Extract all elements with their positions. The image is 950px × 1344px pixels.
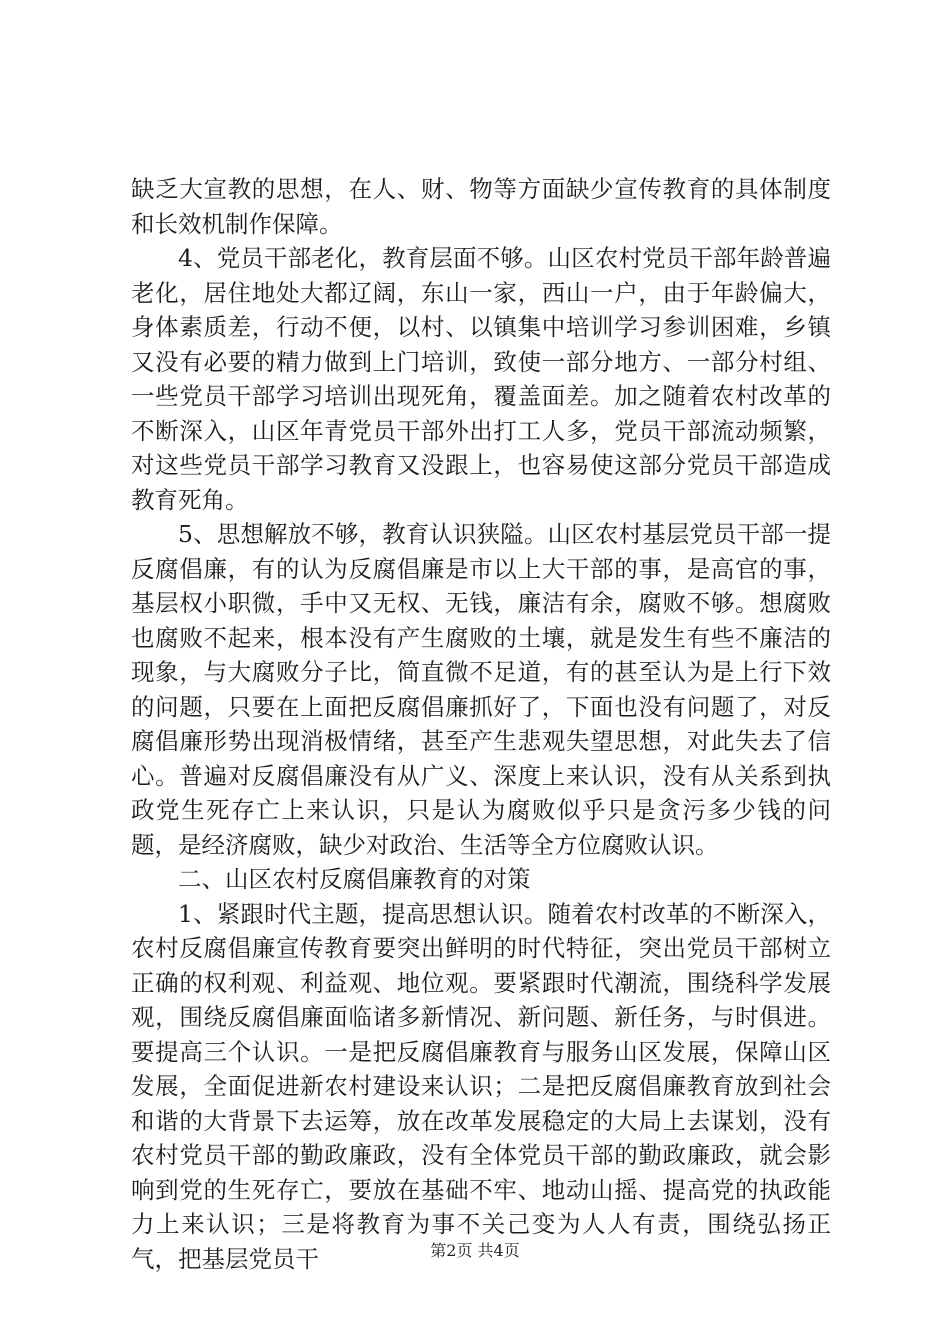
paragraph: 5、思想解放不够，教育认识狭隘。山区农村基层党员干部一提反腐倡廉，有的认为反腐倡廉是市以上大干部的事，是高官的事，基层权小职微，手中又无权、无钱，廉洁有余，腐败不够。想腐败也腐败不起来，根本没有产生腐败的土壤，就是发生有些不廉洁的现象，与大腐败分子比，简直微不足道，有的甚至认为是上行下效的问题，只要在上面把反腐倡廉抓好了，下面也没有问题了，对反腐倡廉形势出现消极情绪，甚至产生悲观失望思想，对此失去了信心。普遍对反腐倡廉没有从广义、深度上来认识，没有从关系到执政党生死存亡上来认识，只是认为腐败似乎只是贪污多少钱的问题，是经济腐败，缺少对政治、生活等全方位腐败认识。: [131, 520, 831, 859]
section-heading: 二、山区农村反腐倡廉教育的对策: [178, 865, 531, 893]
page-footer: 第2页 共4页: [430, 1241, 520, 1260]
body-text: [131, 172, 831, 1276]
paragraph: 4、党员干部老化，教育层面不够。山区农村党员干部年龄普遍老化，居住地处大都辽阔，东山一家，西山一户，由于年龄偏大，身体素质差，行动不便，以村、以镇集中培训学习参训困难，乡镇又没有必要的精力做到上门培训，致使一部分地方、一部分村组、一些党员干部学习培训出现死角，覆盖面差。加之随着农村改革的不断深入，山区年青党员干部外出打工人多，党员干部流动频繁，对这些党员干部学习教育又没跟上，也容易使这部分党员干部造成教育死角。: [131, 244, 831, 514]
paragraph: 缺乏大宣教的思想，在人、财、物等方面缺少宣传教育的具体制度和长效机制作保障。: [131, 175, 831, 238]
paragraph: 1、紧跟时代主题，提高思想认识。随着农村改革的不断深入，农村反腐倡廉宣传教育要突出鲜明的时代特征，突出党员干部树立正确的权利观、利益观、地位观。要紧跟时代潮流，围绕科学发展观，围绕反腐倡廉面临诸多新情况、新问题、新任务，与时俱进。要提高三个认识。一是把反腐倡廉教育与服务山区发展，保障山区发展，全面促进新农村建设来认识；二是把反腐倡廉教育放到社会和谐的大背景下去运筹，放在改革发展稳定的大局上去谋划，没有农村党员干部的勤政廉政，没有全体党员干部的勤政廉政，就会影响到党的生死存亡，要放在基础不牢、地动山摇、提高党的执政能力上来认识；三是将教育为事不关己变为人人有责，围绕弘扬正气，把基层党员干: [131, 899, 831, 1273]
